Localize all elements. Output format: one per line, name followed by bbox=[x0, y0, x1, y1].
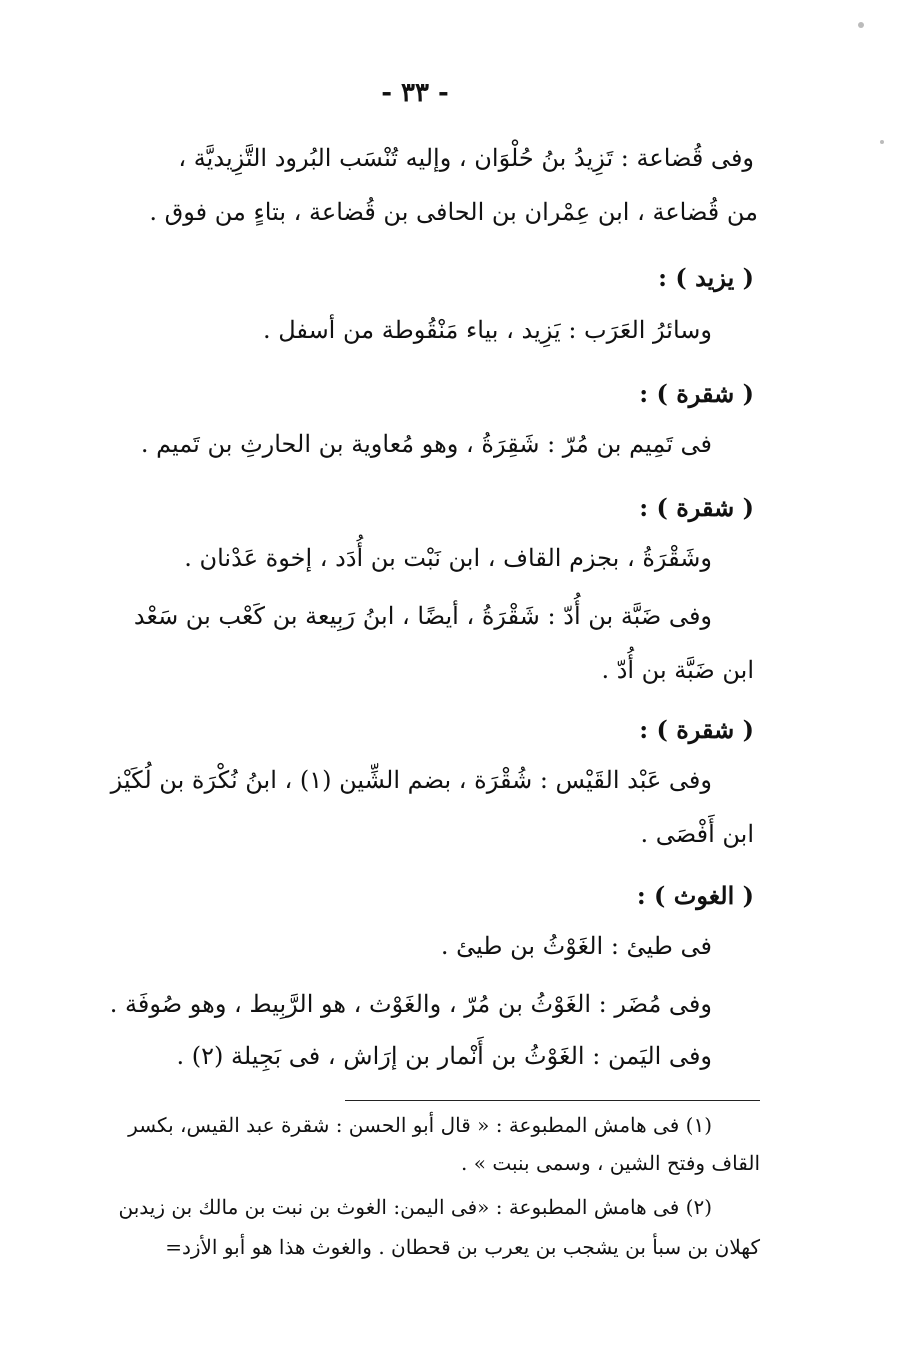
footnote-2: (٢) فى هامش المطبوعة : «فى اليمن: الغوث بن نبت بن مالك بن زيدبن bbox=[118, 1195, 712, 1219]
text-line: وسائرُ العَرَب : يَزِيد ، بياء مَنْقُوطة من أسفل . bbox=[263, 316, 712, 344]
text-line: وفى قُضاعة : تَزِيدُ بنُ حُلْوَان ، وإليه تُنْسَب البُرود التَّزِيديَّة ، bbox=[178, 144, 754, 172]
text-line: ابن أَفْصَى . bbox=[640, 820, 754, 848]
text-line: وفى عَبْد القَيْس : شُقْرَة ، بضم الشِّين (١) ، ابنُ نُكْرَة بن لُكَيْز bbox=[110, 766, 712, 794]
paper-speck bbox=[880, 140, 884, 144]
text-line: ابن ضَبَّة بن أُدّ . bbox=[601, 656, 754, 684]
section-heading-shaqira: ( شقرة ) : bbox=[639, 379, 754, 408]
section-heading-shuqra: ( شقرة ) : bbox=[639, 715, 754, 744]
text-line: فى طيئ : الغَوْثُ بن طيئ . bbox=[440, 932, 712, 960]
section-heading-yazid: ( يزيد ) : bbox=[658, 263, 754, 292]
text-line: وفى اليَمن : الغَوْثُ بن أَنْمار بن إرَاش ، فى بَجِيلة (٢) . bbox=[176, 1042, 712, 1070]
footnote-1: (١) فى هامش المطبوعة : « قال أبو الحسن : شقرة عبد القيس، بكسر bbox=[128, 1113, 712, 1137]
page-number: - ٣٣ - bbox=[381, 78, 449, 108]
text-line: وشَقْرَةُ ، بجزم القاف ، ابن نَبْت بن أُدَد ، إخوة عَدْنان . bbox=[184, 544, 712, 572]
paper-speck bbox=[858, 22, 864, 28]
text-line: من قُضاعة ، ابن عِمْران بن الحافى بن قُضاعة ، بتاءٍ من فوق . bbox=[149, 198, 758, 226]
footnote-2-continued: كهلان بن سبأ بن يشجب بن يعرب بن قحطان . والغوث هذا هو أبو الأزد= bbox=[165, 1235, 760, 1259]
text-line: وفى ضَبَّة بن أُدّ : شَقْرَةُ ، أيضًا ، ابنُ رَبِيعة بن كَعْب بن سَعْد bbox=[133, 602, 712, 630]
text-line: فى تَمِيم بن مُرّ : شَقِرَةُ ، وهو مُعاوية بن الحارثِ بن تَميم . bbox=[140, 430, 712, 458]
section-heading-ghawth: ( الغوث ) : bbox=[636, 881, 754, 910]
footnote-separator bbox=[345, 1100, 760, 1101]
section-heading-shaqra: ( شقرة ) : bbox=[639, 493, 754, 522]
text-line: وفى مُضَر : الغَوْثُ بن مُرّ ، والغَوْث ، هو الرَّبِيط ، وهو صُوفَة . bbox=[109, 990, 712, 1018]
footnote-1-continued: القاف وفتح الشين ، وسمى بنبت » . bbox=[461, 1151, 760, 1175]
